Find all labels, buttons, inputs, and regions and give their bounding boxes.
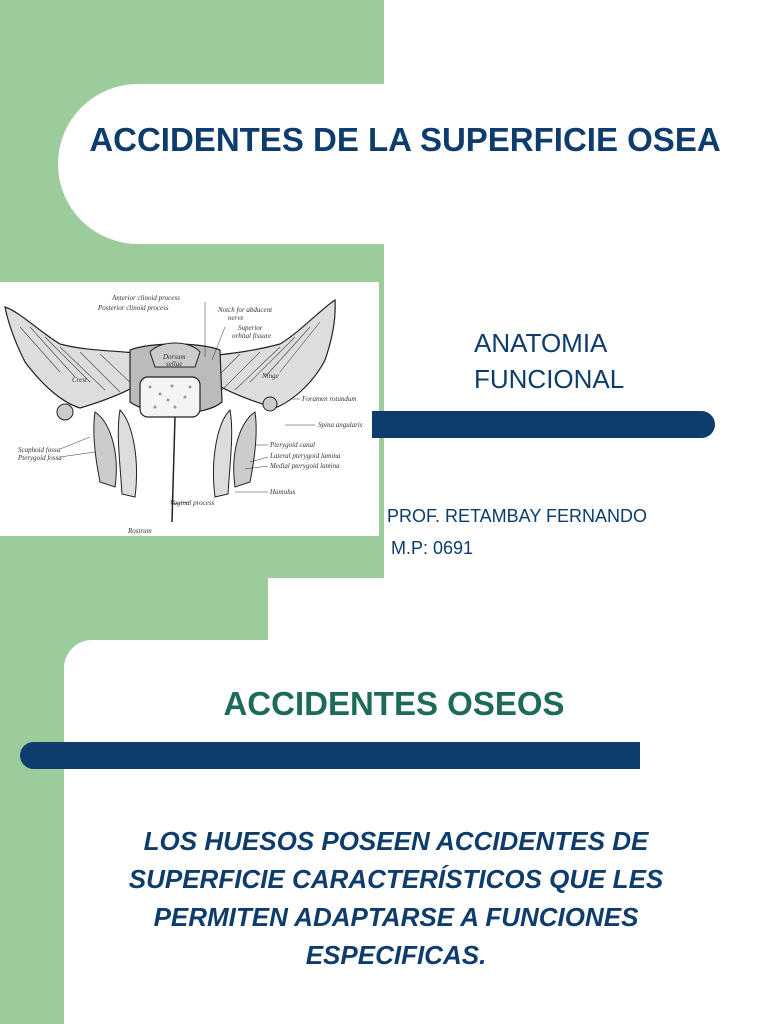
- title-pill: [58, 84, 768, 244]
- label-pterygoid-fossa: Pterygoid fossa: [18, 454, 62, 462]
- label-dorsum: Dorsum: [163, 353, 186, 361]
- label-pterygoid-canal: Pterygoid canal: [270, 441, 315, 449]
- navy-accent-bar: [372, 411, 715, 438]
- label-rostrum: Rostrum: [128, 527, 152, 535]
- label-medial-lamina: Medial pterygoid lamina: [270, 462, 340, 470]
- label-nerve: nerve: [228, 314, 244, 322]
- label-posterior-clinoid: Posterior clinoid process: [98, 304, 169, 312]
- professor-mp: M.P: 0691: [391, 538, 474, 558]
- label-scaphoid-fossa: Scaphoid fossa: [18, 446, 61, 454]
- label-notch: Notch for abducent: [218, 306, 273, 314]
- label-superior: Superior: [238, 324, 263, 332]
- label-lateral-lamina: Lateral pterygoid lamina: [270, 452, 341, 460]
- navy-accent-bar: [20, 742, 640, 769]
- slide-body-text: LOS HUESOS POSEEN ACCIDENTES DE SUPERFICIE CARACTERÍSTICOS QUE LES PERMITEN ADAPTARSE A FUNCIONES ESPECIFICAS.: [128, 826, 664, 970]
- label-vaginal-process: Vaginal process: [170, 499, 215, 507]
- label-orbital-fissure: orbital fissure: [232, 332, 272, 340]
- label-ninge: Ninge: [262, 372, 279, 380]
- slide-title: ACCIDENTES OSEOS: [223, 685, 565, 722]
- slide-title: ACCIDENTES DE LA SUPERFICIE OSEA: [89, 121, 721, 158]
- label-foramen-rotundum: Foramen rotundum: [302, 395, 357, 403]
- label-anterior-clinoid: Anterior clinoid process: [112, 294, 180, 302]
- label-crest: Crest: [72, 376, 87, 384]
- slide-2: [0, 578, 768, 1024]
- label-hamulus: Hamulus: [270, 488, 296, 496]
- label-spina-angularis: Spina angularis: [318, 421, 363, 429]
- label-sellae: sellae: [166, 360, 183, 368]
- sphenoid-bone-illustration: [0, 282, 379, 536]
- sphenoid-bone-drawing: [0, 282, 379, 536]
- professor-name: PROF. RETAMBAY FERNANDO: [387, 506, 648, 526]
- slide-subtitle: ANATOMIA FUNCIONAL: [474, 328, 625, 394]
